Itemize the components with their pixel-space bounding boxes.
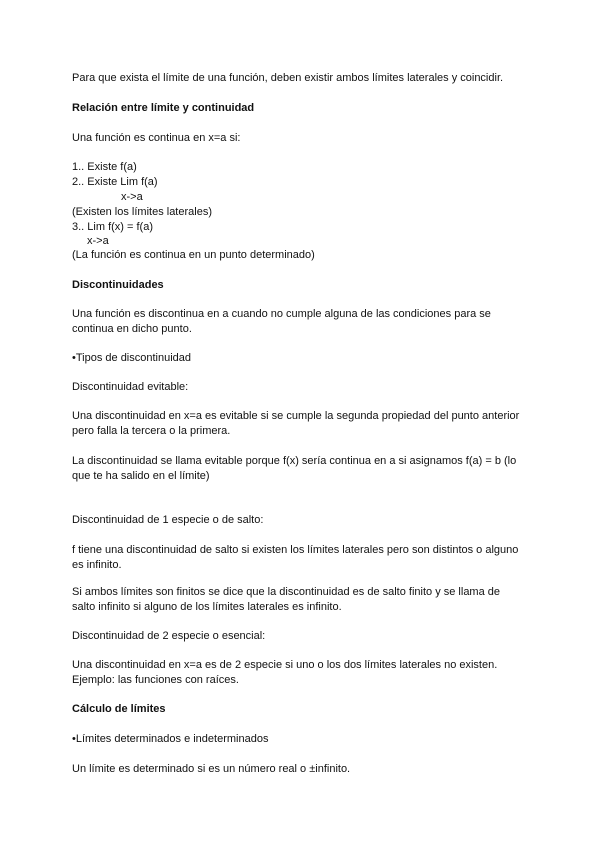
- intro-paragraph: Para que exista el límite de una función, deben existir ambos límites laterales y coincidir.: [72, 72, 504, 84]
- determinados-bullet: •Límites determinados e indeterminados: [72, 733, 269, 745]
- salto-line-1: f tiene una discontinuidad de salto si existen los límites laterales pero son distintos o alguno: [72, 544, 519, 556]
- discontinua-line-2: continua en dicho punto.: [72, 323, 192, 335]
- salto-line-2: es infinito.: [72, 559, 122, 571]
- heading-discontinuidades: Discontinuidades: [72, 279, 164, 291]
- evitable-line-1: Una discontinuidad en x=a es evitable si se cumple la segunda propiedad del punto anterior: [72, 410, 520, 422]
- salto-title: Discontinuidad de 1 especie o de salto:: [72, 514, 264, 526]
- condition-2-note: (Existen los límites laterales): [72, 206, 212, 218]
- evitable-title: Discontinuidad evitable:: [72, 381, 189, 393]
- condition-3-note: (La función es continua en un punto determinado): [72, 249, 315, 261]
- heading-calculo: Cálculo de límites: [72, 703, 166, 715]
- esencial-title: Discontinuidad de 2 especie o esencial:: [72, 630, 266, 642]
- determinado-definition: Un límite es determinado si es un número real o ±infinito.: [72, 763, 351, 775]
- heading-relacion: Relación entre límite y continuidad: [72, 102, 255, 114]
- esencial-line-2: Ejemplo: las funciones con raíces.: [72, 674, 239, 686]
- condition-1: 1.. Existe f(a): [72, 161, 137, 173]
- condition-3: 3.. Lim f(x) = f(a): [72, 221, 153, 233]
- evitable-line-2: pero falla la tercera o la primera.: [72, 425, 231, 437]
- condition-2: 2.. Existe Lim f(a): [72, 176, 158, 188]
- tipos-bullet: •Tipos de discontinuidad: [72, 352, 192, 364]
- esencial-line-1: Una discontinuidad en x=a es de 2 especie si uno o los dos límites laterales no existen.: [72, 659, 498, 671]
- evitable-reason-2: que te ha salido en el límite): [72, 470, 210, 482]
- salto-finito-line-2: salto infinito si alguno de los límites laterales es infinito.: [72, 601, 342, 613]
- salto-finito-line-1: Si ambos límites son finitos se dice que la discontinuidad es de salto finito y se llama de: [72, 586, 501, 598]
- evitable-reason-1: La discontinuidad se llama evitable porque f(x) sería continua en a si asignamos f(a) = b (lo: [72, 455, 517, 467]
- condition-2-subscript: x->a: [121, 191, 143, 203]
- condition-3-subscript: x->a: [87, 235, 109, 247]
- continua-intro: Una función es continua en x=a si:: [72, 132, 241, 144]
- discontinua-line-1: Una función es discontinua en a cuando no cumple alguna de las condiciones para se: [72, 308, 491, 320]
